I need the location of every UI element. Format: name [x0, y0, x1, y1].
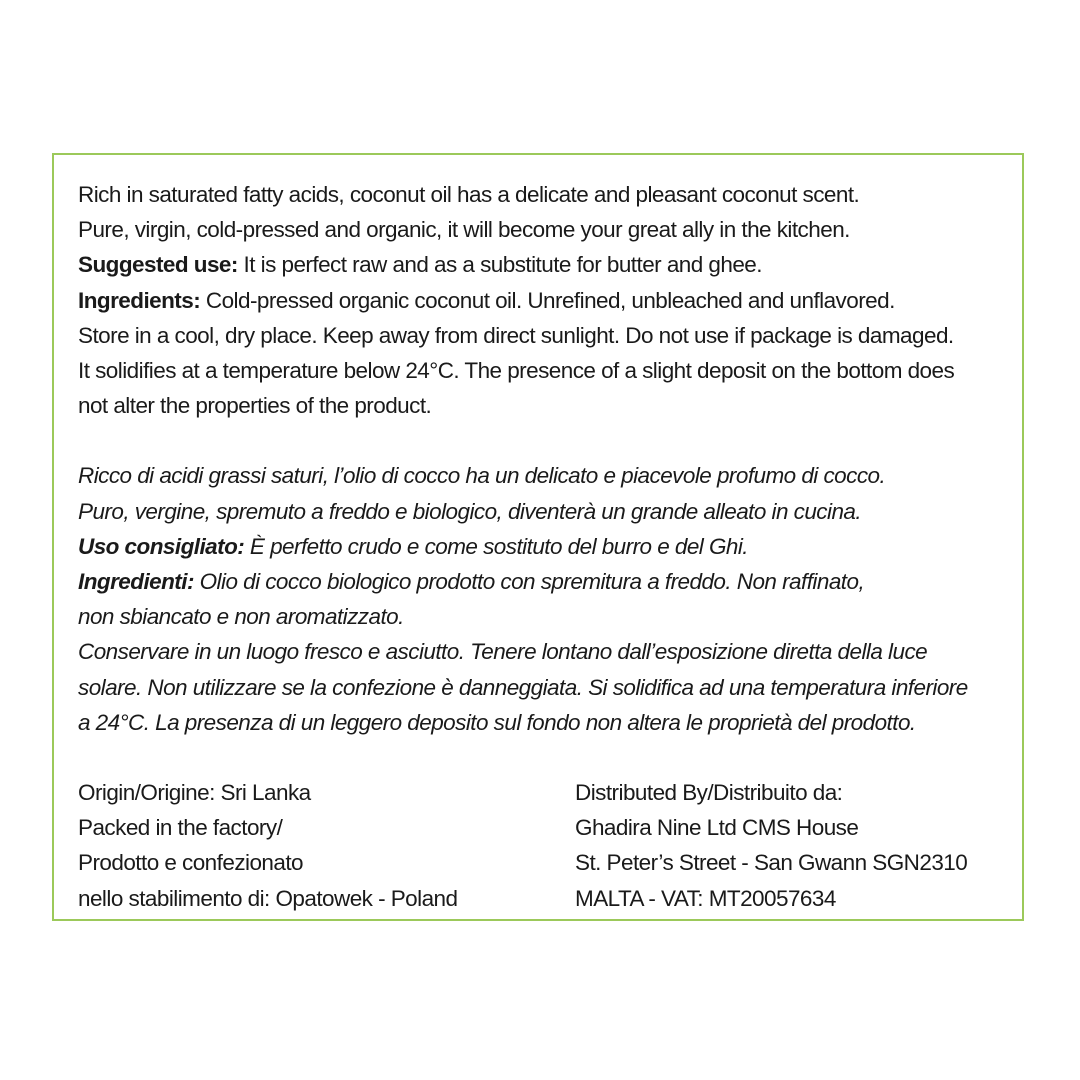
english-storage-line-3: not alter the properties of the product.: [78, 393, 432, 419]
distributor-line-2: Ghadira Nine Ltd CMS House: [575, 815, 859, 841]
ingredients-text: Cold-pressed organic coconut oil. Unrefined, unbleached and unflavored.: [200, 287, 895, 313]
italian-ingredients-line-2: non sbiancato e non aromatizzato.: [78, 604, 404, 630]
origin-line-3: Prodotto e confezionato: [78, 850, 304, 876]
italian-storage-line-1: Conservare in un luogo fresco e asciutto. Tenere lontano dall’esposizione diretta della luce: [78, 639, 928, 665]
italian-suggested-use: [78, 529, 1006, 564]
distributor-line-4: MALTA - VAT: MT20057634: [575, 885, 836, 911]
footer-info: [78, 775, 1006, 916]
italian-storage-line-2: solare. Non utilizzare se la confezione è danneggiata. Si solidifica ad una temperatura inferiore: [78, 674, 968, 700]
origin-line-2: Packed in the factory/: [78, 815, 283, 841]
italian-ingredients: [78, 564, 1006, 599]
english-line-2: Pure, virgin, cold-pressed and organic, it will become your great ally in the kitchen.: [78, 217, 850, 243]
ingredienti-label: Ingredienti:: [78, 569, 194, 595]
english-storage-line-2: It solidifies at a temperature below 24°C. The presence of a slight deposit on the bottom does: [78, 358, 955, 384]
suggested-use-text: It is perfect raw and as a substitute for butter and ghee.: [237, 252, 762, 278]
origin-line-1: Origin/Origine: Sri Lanka: [78, 780, 311, 806]
italian-storage-line-3: a 24°C. La presenza di un leggero deposito sul fondo non altera le proprietà del prodotto.: [78, 709, 916, 735]
uso-consigliato-label: Uso consigliato:: [78, 533, 245, 559]
section-gap: [78, 423, 1006, 458]
uso-consigliato-text: È perfetto crudo e come sostituto del burro e del Ghi.: [244, 533, 749, 559]
section-gap: [78, 740, 1006, 775]
distributor-line-1: Distributed By/Distribuito da:: [575, 780, 843, 806]
distributor-line-3: St. Peter’s Street - San Gwann SGN2310: [575, 850, 968, 876]
english-suggested-use: [78, 247, 1006, 282]
english-description: [78, 177, 1006, 423]
italian-line-2: Puro, vergine, spremuto a freddo e biologico, diventerà un grande alleato in cucina.: [78, 498, 862, 524]
product-label: [52, 153, 1024, 921]
distributor-block: [575, 775, 1006, 916]
english-line-1: Rich in saturated fatty acids, coconut oil has a delicate and pleasant coconut scent.: [78, 182, 860, 207]
origin-block: [78, 775, 575, 916]
english-storage-line-1: Store in a cool, dry place. Keep away from direct sunlight. Do not use if package is damaged.: [78, 322, 954, 348]
english-ingredients: [78, 283, 1006, 318]
origin-line-4: nello stabilimento di: Opatowek - Poland: [78, 885, 458, 911]
italian-description: [78, 458, 1006, 740]
italian-line-1: Ricco di acidi grassi saturi, l’olio di cocco ha un delicato e piacevole profumo di cocco.: [78, 463, 886, 489]
ingredienti-text: Olio di cocco biologico prodotto con spremitura a freddo. Non raffinato,: [193, 569, 865, 595]
suggested-use-label: Suggested use:: [78, 252, 238, 278]
ingredients-label: Ingredients:: [78, 287, 201, 313]
